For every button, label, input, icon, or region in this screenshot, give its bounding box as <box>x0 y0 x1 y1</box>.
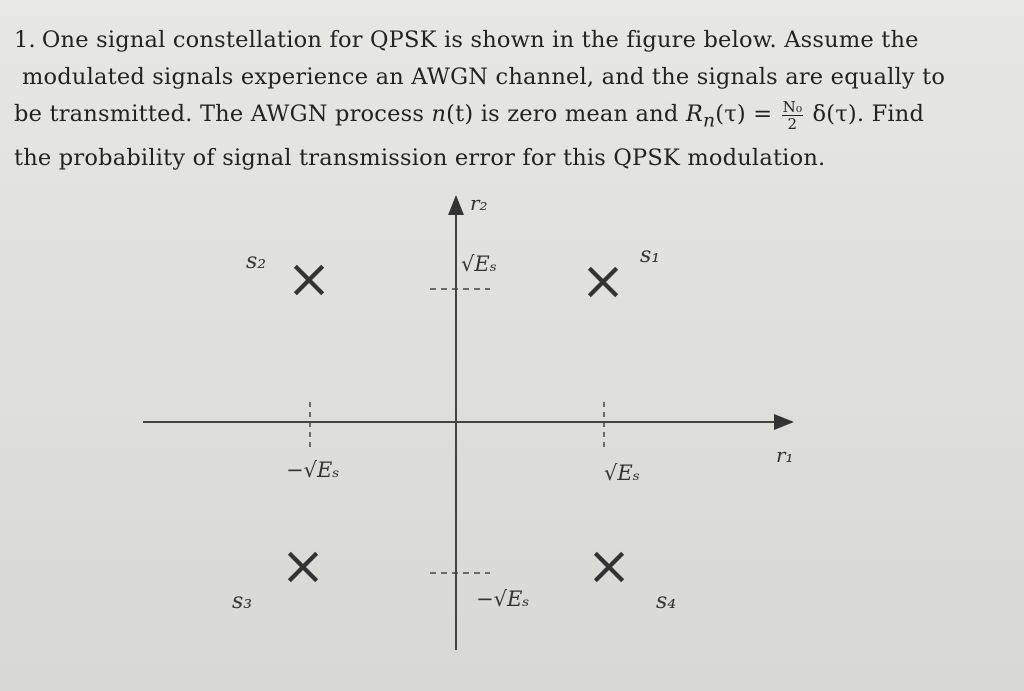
autocorrelation-subscript: n <box>702 110 716 132</box>
signal-s4-point: × <box>586 534 632 597</box>
problem-text-3d: δ(τ). Find <box>805 101 925 127</box>
signal-s4-label: s₄ <box>656 589 677 614</box>
signal-s2-label: s₂ <box>246 249 267 274</box>
problem-text-1: One signal constellation for QPSK is shown in the figure below. Assume the <box>41 27 919 53</box>
tick-pos-es-vertical: √Eₛ <box>461 252 497 276</box>
problem-text-4: the probability of signal transmission error for this QPSK modulation. <box>14 144 826 171</box>
tick-neg-es-horizontal: −√Eₛ <box>286 458 340 482</box>
signal-s2-point: × <box>286 247 332 310</box>
problem-text-3c: (τ) = <box>715 101 780 127</box>
signal-s1-point: × <box>580 249 626 312</box>
tick-neg-es-vertical: −√Eₛ <box>476 587 530 611</box>
noise-symbol: n <box>431 101 447 127</box>
axis-r2-label: r₂ <box>470 191 488 215</box>
signal-s1-label: s₁ <box>640 243 661 268</box>
signal-s3-point: × <box>280 534 326 597</box>
autocorrelation-symbol: R <box>685 101 703 127</box>
problem-number: 1. <box>14 27 36 53</box>
signal-s3-label: s₃ <box>232 589 253 614</box>
fraction-denominator: 2 <box>787 114 798 133</box>
fraction-numerator: N₀ <box>782 97 803 116</box>
tick-pos-es-horizontal: √Eₛ <box>604 461 640 485</box>
problem-text-2: modulated signals experience an AWGN channel, and the signals are equally to <box>22 64 946 90</box>
axis-r1-label: r₁ <box>776 443 794 467</box>
problem-text-3b: (t) is zero mean and <box>446 101 686 127</box>
problem-text-3a: be transmitted. The AWGN process <box>14 101 432 127</box>
